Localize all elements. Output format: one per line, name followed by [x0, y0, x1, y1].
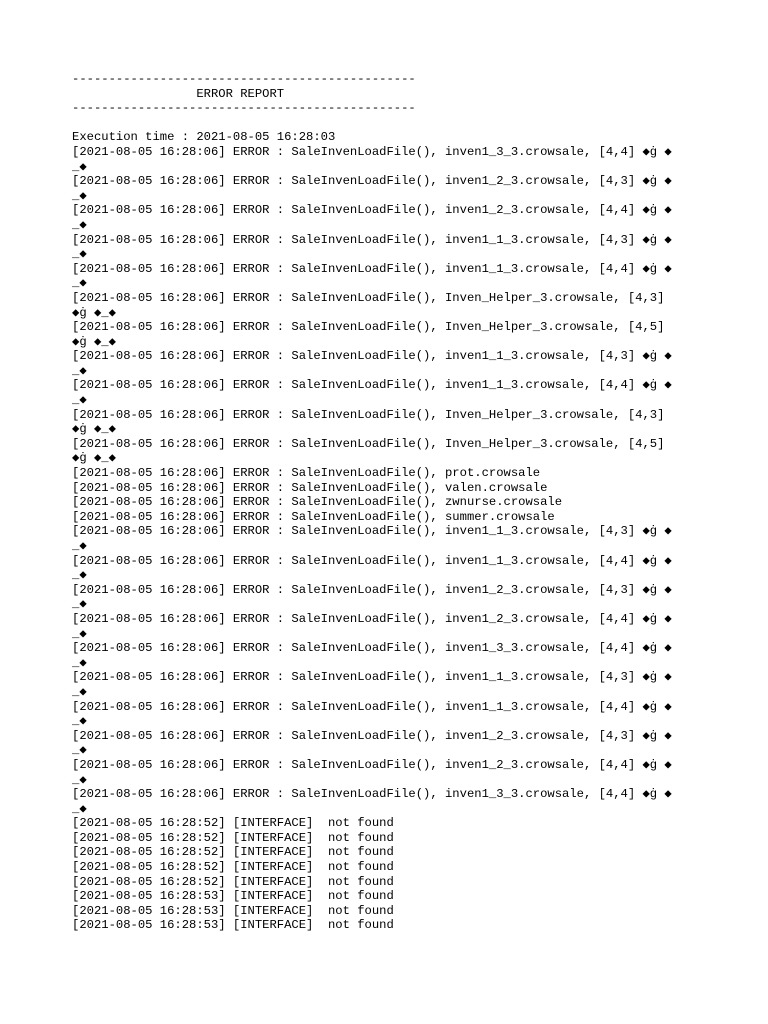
interface-log-line: [2021-08-05 16:28:53] [INTERFACE] not found	[72, 918, 394, 933]
error-log-line: [2021-08-05 16:28:06] ERROR : SaleInvenLoadFile(), prot.crowsale	[72, 466, 541, 481]
error-log-line: [2021-08-05 16:28:06] ERROR : SaleInvenLoadFile(), inven1_2_3.crowsale, [4,4] ◆ġ ◆ _◆	[72, 611, 672, 641]
error-log-line: [2021-08-05 16:28:06] ERROR : SaleInvenLoadFile(), summer.crowsale	[72, 509, 555, 524]
report-title: ERROR REPORT	[72, 86, 285, 101]
error-log-line: [2021-08-05 16:28:06] ERROR : SaleInvenLoadFile(), inven1_2_3.crowsale, [4,3] ◆ġ ◆ _◆	[72, 728, 672, 758]
error-log-line: [2021-08-05 16:28:06] ERROR : SaleInvenLoadFile(), inven1_3_3.crowsale, [4,4] ◆ġ ◆ _◆	[72, 641, 672, 670]
error-log-line: [2021-08-05 16:28:06] ERROR : SaleInvenLoadFile(), inven1_2_3.crowsale, [4,3] ◆ġ ◆ _◆	[72, 174, 672, 203]
header-rule-bottom: -----------------------------------------------	[72, 101, 416, 116]
error-log-line: [2021-08-05 16:28:06] ERROR : SaleInvenLoadFile(), valen.crowsale	[72, 480, 548, 495]
execution-time: Execution time : 2021-08-05 16:28:03	[72, 130, 336, 145]
blank-spacer	[72, 116, 702, 131]
interface-log-line: [2021-08-05 16:28:52] [INTERFACE] not found	[72, 816, 394, 831]
error-log-line: [2021-08-05 16:28:06] ERROR : SaleInvenLoadFile(), inven1_3_3.crowsale, [4,4] ◆ġ ◆ _◆	[72, 787, 672, 816]
error-log-line: [2021-08-05 16:28:06] ERROR : SaleInvenLoadFile(), Inven_Helper_3.crowsale, [4,5] ◆ġ ◆_◆	[72, 320, 665, 349]
interface-log-line: [2021-08-05 16:28:52] [INTERFACE] not found	[72, 860, 394, 875]
error-log-line: [2021-08-05 16:28:06] ERROR : SaleInvenLoadFile(), inven1_1_3.crowsale, [4,3] ◆ġ ◆ _◆	[72, 349, 672, 378]
interface-log-line: [2021-08-05 16:28:52] [INTERFACE] not found	[72, 845, 394, 860]
interface-log-line: [2021-08-05 16:28:53] [INTERFACE] not found	[72, 889, 394, 904]
error-log-line: [2021-08-05 16:28:06] ERROR : SaleInvenLoadFile(), inven1_2_3.crowsale, [4,3] ◆ġ ◆ _◆	[72, 582, 672, 612]
error-log-line: [2021-08-05 16:28:06] ERROR : SaleInvenLoadFile(), inven1_1_3.crowsale, [4,3] ◆ġ ◆ _◆	[72, 670, 672, 699]
error-log-line: [2021-08-05 16:28:06] ERROR : SaleInvenLoadFile(), Inven_Helper_3.crowsale, [4,3] ◆ġ ◆_◆	[72, 290, 665, 320]
error-log-line: [2021-08-05 16:28:06] ERROR : SaleInvenLoadFile(), inven1_1_3.crowsale, [4,3] ◆ġ ◆ _◆	[72, 524, 672, 553]
interface-log-line: [2021-08-05 16:28:52] [INTERFACE] not found	[72, 830, 394, 845]
header-rule-top: -----------------------------------------------	[72, 72, 416, 86]
error-report-document	[72, 72, 702, 933]
error-log-list	[72, 145, 702, 816]
interface-log-list	[72, 816, 702, 933]
error-log-line: [2021-08-05 16:28:06] ERROR : SaleInvenLoadFile(), inven1_3_3.crowsale, [4,4] ◆ġ ◆ _◆	[72, 144, 672, 174]
error-log-line: [2021-08-05 16:28:06] ERROR : SaleInvenLoadFile(), inven1_1_3.crowsale, [4,4] ◆ġ ◆ _◆	[72, 699, 672, 729]
error-log-line: [2021-08-05 16:28:06] ERROR : SaleInvenLoadFile(), inven1_1_3.crowsale, [4,4] ◆ġ ◆ _◆	[72, 553, 672, 583]
interface-log-line: [2021-08-05 16:28:53] [INTERFACE] not found	[72, 903, 394, 918]
error-log-line: [2021-08-05 16:28:06] ERROR : SaleInvenLoadFile(), Inven_Helper_3.crowsale, [4,5] ◆ġ ◆_◆	[72, 436, 665, 466]
error-log-line: [2021-08-05 16:28:06] ERROR : SaleInvenLoadFile(), inven1_2_3.crowsale, [4,4] ◆ġ ◆ _◆	[72, 757, 672, 787]
error-log-line: [2021-08-05 16:28:06] ERROR : SaleInvenLoadFile(), inven1_1_3.crowsale, [4,3] ◆ġ ◆ _◆	[72, 232, 672, 262]
error-log-line: [2021-08-05 16:28:06] ERROR : SaleInvenLoadFile(), inven1_1_3.crowsale, [4,4] ◆ġ ◆ _◆	[72, 378, 672, 408]
error-log-line: [2021-08-05 16:28:06] ERROR : SaleInvenLoadFile(), inven1_2_3.crowsale, [4,4] ◆ġ ◆ _◆	[72, 203, 672, 232]
error-log-line: [2021-08-05 16:28:06] ERROR : SaleInvenLoadFile(), Inven_Helper_3.crowsale, [4,3] ◆ġ ◆_◆	[72, 407, 665, 437]
interface-log-line: [2021-08-05 16:28:52] [INTERFACE] not found	[72, 874, 394, 889]
error-log-line: [2021-08-05 16:28:06] ERROR : SaleInvenLoadFile(), inven1_1_3.crowsale, [4,4] ◆ġ ◆ _◆	[72, 261, 672, 291]
error-log-line: [2021-08-05 16:28:06] ERROR : SaleInvenLoadFile(), zwnurse.crowsale	[72, 495, 563, 510]
